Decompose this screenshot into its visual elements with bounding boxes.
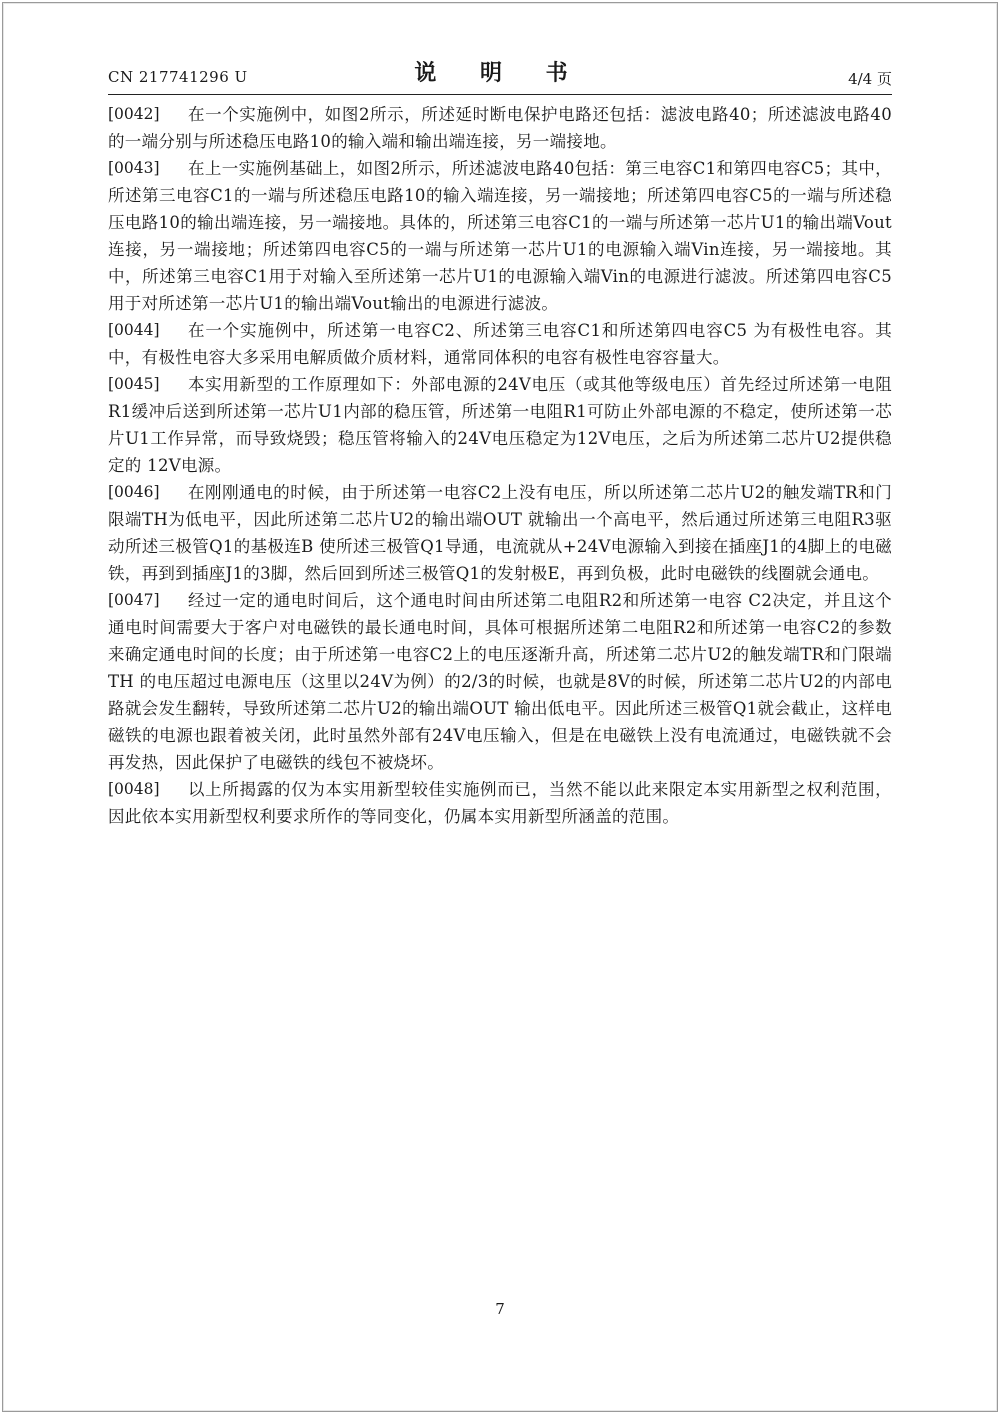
paragraph-text: 在一个实施例中，所述第一电容C2、所述第三电容C1和所述第四电容C5 为有极性电容。其中，有极性电容大多采用电解质做介质材料，通常同体积的电容有极性电容容量大。 [108,321,892,367]
paragraph-number: [0043] [108,159,160,177]
paragraph-0044 [108,317,892,371]
paragraph-text: 经过一定的通电时间后，这个通电时间由所述第二电阻R2和所述第一电容 C2决定，并且这个通电时间需要大于客户对电磁铁的最长通电时间，具体可根据所述第二电阻R2和所述第一电容C2的参数来确定通电时间的长度；由于所述第一电容C2上的电压逐渐升高，所述第二芯片U2的触发端TR和门限端TH 的电压超过电源电压（这里以24V为例）的2/3的时候，也就是8V的时候，所述第二芯片U2的内部电路就会发生翻转，导致所述第二芯片U2的输出端OUT 输出低电平。因此所述三极管Q1就会截止，这样电磁铁的电源也跟着被关闭，此时虽然外部有24V电压输入，但是在电磁铁上没有电流通过，电磁铁就不会再发热，因此保护了电磁铁的线包不被烧坏。 [108,591,892,772]
paragraph-0042 [108,101,892,155]
paragraph-number: [0044] [108,321,160,339]
paragraph-0045 [108,371,892,479]
paragraph-text: 在一个实施例中，如图2所示，所述延时断电保护电路还包括：滤波电路40；所述滤波电路40的一端分别与所述稳压电路10的输入端和输出端连接，另一端接地。 [108,105,892,151]
paragraph-0047 [108,587,892,776]
paragraph-text: 以上所揭露的仅为本实用新型较佳实施例而已，当然不能以此来限定本实用新型之权利范围，因此依本实用新型权利要求所作的等同变化，仍属本实用新型所涵盖的范围。 [108,780,892,826]
paragraph-text: 在刚刚通电的时候，由于所述第一电容C2上没有电压，所以所述第二芯片U2的触发端TR和门限端TH为低电平，因此所述第二芯片U2的输出端OUT 就输出一个高电平，然后通过所述第三电阻R3驱动所述三极管Q1的基极连B 使所述三极管Q1导通，电流就从+24V电源输入到接在插座J1的4脚上的电磁铁，再到到插座J1的3脚，然后回到所述三极管Q1的发射极E，再到负极，此时电磁铁的线圈就会通电。 [108,483,892,583]
page-header [108,56,892,92]
paragraph-number: [0045] [108,375,160,393]
page-indicator: 4/4 页 [848,70,892,88]
paragraph-0043 [108,155,892,317]
paragraph-text: 在上一实施例基础上，如图2所示，所述滤波电路40包括：第三电容C1和第四电容C5；其中，所述第三电容C1的一端与所述稳压电路10的输入端连接，另一端接地；所述第四电容C5的一端与所述稳压电路10的输出端连接，另一端接地。具体的，所述第三电容C1的一端与所述第一芯片U1的输出端Vout连接，另一端接地；所述第四电容C5的一端与所述第一芯片U1的电源输入端Vin连接，另一端接地。其中，所述第三电容C1用于对输入至所述第一芯片U1的电源输入端Vin的电源进行滤波。所述第四电容C5用于对所述第一芯片U1的输出端Vout输出的电源进行滤波。 [108,159,892,313]
header-divider [108,94,892,95]
paragraph-number: [0047] [108,591,160,609]
publication-number: CN 217741296 U [108,68,248,86]
paragraph-number: [0048] [108,780,160,798]
paragraph-number: [0046] [108,483,160,501]
document-title: 说 明 书 [414,60,586,86]
document-body [108,101,892,830]
paragraph-number: [0042] [108,105,160,123]
paragraph-0046 [108,479,892,587]
paragraph-0048 [108,776,892,830]
page-number: 7 [495,1300,505,1318]
paragraph-text: 本实用新型的工作原理如下：外部电源的24V电压（或其他等级电压）首先经过所述第一电阻R1缓冲后送到所述第一芯片U1内部的稳压管，所述第一电阻R1可防止外部电源的不稳定，使所述第一芯片U1工作异常，而导致烧毁；稳压管将输入的24V电压稳定为12V电压，之后为所述第二芯片U2提供稳定的 12V电源。 [108,375,892,475]
